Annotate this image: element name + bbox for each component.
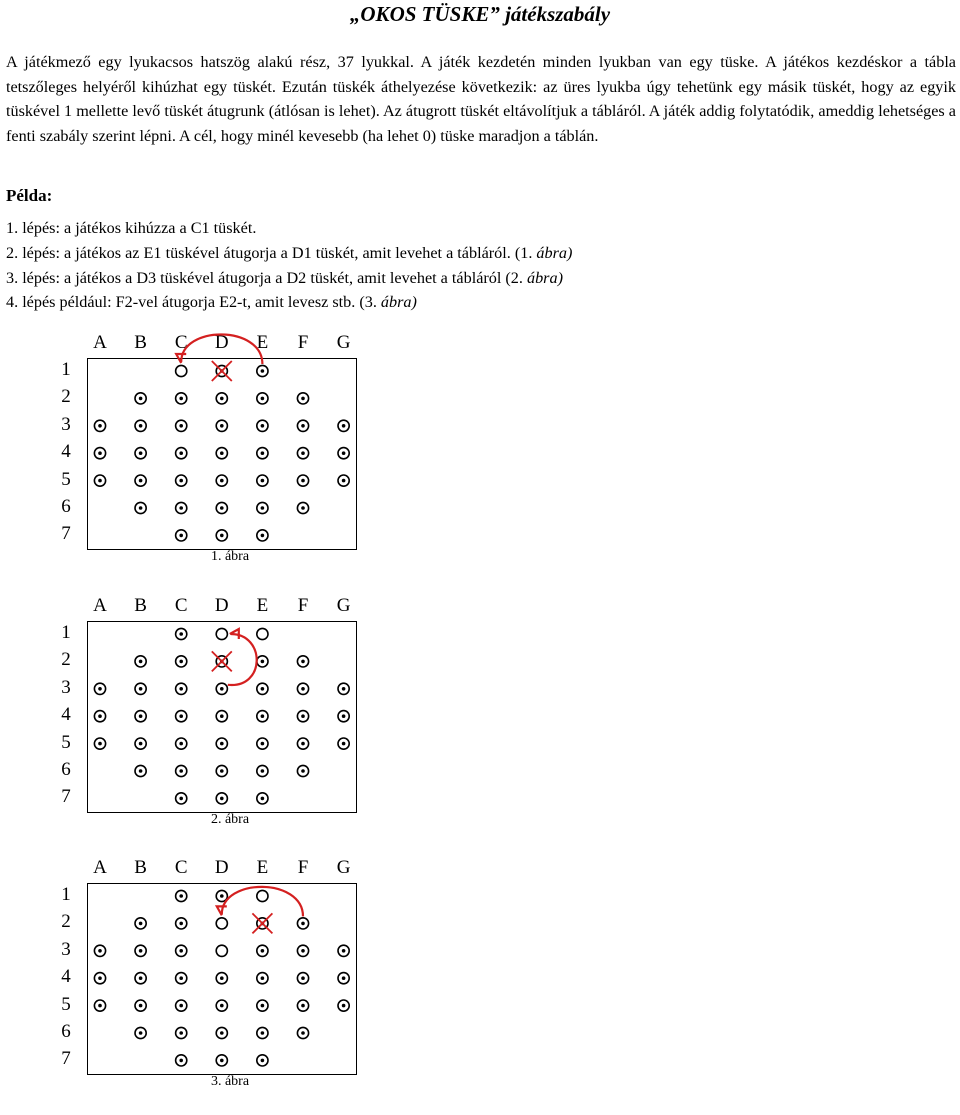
- peg-center-D7: [220, 534, 224, 538]
- column-label-D: D: [214, 332, 229, 353]
- column-label-A: A: [93, 857, 107, 878]
- peg-center-C7: [179, 1059, 183, 1063]
- peg-center-F4: [301, 976, 305, 980]
- example-heading: Példa:: [6, 186, 53, 205]
- row-label-6: 6: [61, 496, 71, 517]
- column-label-E: E: [256, 332, 269, 353]
- column-label-E: E: [256, 857, 269, 878]
- figure-3: [0, 855, 480, 1115]
- peg-center-C5: [179, 742, 183, 746]
- row-label-3: 3: [61, 938, 71, 960]
- peg-center-G4: [342, 451, 346, 455]
- peg-center-D6: [220, 769, 224, 773]
- empty-hole-D1: [216, 628, 227, 639]
- peg-center-F6: [301, 1031, 305, 1035]
- column-label-C: C: [174, 857, 188, 878]
- row-label-3: 3: [61, 413, 71, 435]
- peg-center-F2: [301, 397, 305, 401]
- peg-center-E6: [261, 506, 265, 510]
- peg-center-B2: [139, 660, 143, 664]
- peg-center-G5: [342, 1004, 346, 1008]
- peg-center-E2: [261, 660, 265, 664]
- peg-center-C3: [179, 424, 183, 428]
- peg-center-D5: [220, 479, 224, 483]
- peg-center-C4: [179, 714, 183, 718]
- peg-center-D2: [220, 397, 224, 401]
- peg-center-C6: [179, 769, 183, 773]
- column-label-G: G: [336, 595, 351, 616]
- column-label-F: F: [297, 595, 309, 616]
- empty-hole-E1: [257, 628, 268, 639]
- peg-center-C1: [179, 632, 183, 636]
- peg-center-E3: [261, 424, 265, 428]
- peg-center-A3: [98, 687, 102, 691]
- peg-center-E5: [261, 1004, 265, 1008]
- peg-center-B4: [139, 714, 143, 718]
- peg-center-G4: [342, 976, 346, 980]
- figure-2: [0, 593, 480, 853]
- peg-center-F6: [301, 769, 305, 773]
- step-2: 2. lépés: a játékos az E1 tüskével átugorja a D1 tüskét, amit levehet a tábláról. (1. ábra): [6, 243, 573, 262]
- peg-center-F2: [301, 660, 305, 664]
- peg-center-A4: [98, 714, 102, 718]
- peg-center-D6: [220, 1031, 224, 1035]
- peg-center-D6: [220, 506, 224, 510]
- peg-center-C6: [179, 506, 183, 510]
- board-marks: [0, 593, 480, 853]
- peg-center-G3: [342, 687, 346, 691]
- row-label-5: 5: [61, 731, 71, 753]
- column-label-D: D: [214, 595, 229, 616]
- peg-center-C7: [179, 797, 183, 801]
- steps-list: [6, 216, 572, 315]
- peg-center-G4: [342, 714, 346, 718]
- figure-caption: 3. ábra: [210, 1074, 250, 1090]
- board-marks: [0, 855, 480, 1115]
- peg-center-D1: [220, 894, 224, 898]
- peg-center-E5: [261, 479, 265, 483]
- empty-hole-D3: [216, 945, 227, 956]
- peg-center-E7: [261, 797, 265, 801]
- peg-center-A3: [98, 949, 102, 953]
- peg-center-E3: [261, 949, 265, 953]
- peg-center-C6: [179, 1031, 183, 1035]
- column-label-C: C: [174, 595, 188, 616]
- empty-hole-E1: [257, 890, 268, 901]
- column-label-E: E: [256, 595, 269, 616]
- peg-center-F3: [301, 687, 305, 691]
- column-label-B: B: [134, 332, 147, 353]
- peg-center-F3: [301, 424, 305, 428]
- peg-center-C7: [179, 534, 183, 538]
- peg-center-F3: [301, 949, 305, 953]
- peg-center-C2: [179, 922, 183, 926]
- peg-center-A3: [98, 424, 102, 428]
- step-3: 3. lépés: a játékos a D3 tüskével átugorja a D2 tüskét, amit levehet a tábláról (2. ábra): [6, 268, 563, 287]
- peg-center-C5: [179, 1004, 183, 1008]
- peg-center-E2: [261, 397, 265, 401]
- peg-center-C4: [179, 976, 183, 980]
- column-label-D: D: [214, 857, 229, 878]
- empty-hole-C1: [176, 365, 187, 376]
- column-label-B: B: [134, 857, 147, 878]
- column-label-F: F: [297, 857, 309, 878]
- peg-center-E4: [261, 451, 265, 455]
- peg-center-F5: [301, 479, 305, 483]
- peg-center-C5: [179, 479, 183, 483]
- peg-center-F6: [301, 506, 305, 510]
- peg-center-C2: [179, 397, 183, 401]
- column-label-C: C: [174, 332, 188, 353]
- peg-center-E5: [261, 742, 265, 746]
- peg-center-B2: [139, 397, 143, 401]
- page-title: „OKOS TÜSKE” játékszabály: [349, 2, 611, 26]
- row-label-6: 6: [61, 1021, 71, 1042]
- column-label-G: G: [336, 332, 351, 353]
- jump-arrow: [228, 634, 257, 685]
- peg-center-B5: [139, 479, 143, 483]
- peg-center-C1: [179, 894, 183, 898]
- peg-center-C3: [179, 687, 183, 691]
- peg-center-E3: [261, 687, 265, 691]
- peg-center-F4: [301, 714, 305, 718]
- peg-center-B6: [139, 1031, 143, 1035]
- peg-center-D3: [220, 687, 224, 691]
- peg-center-B5: [139, 1004, 143, 1008]
- row-label-6: 6: [61, 759, 71, 780]
- peg-center-A4: [98, 976, 102, 980]
- peg-center-C2: [179, 660, 183, 664]
- peg-center-G3: [342, 424, 346, 428]
- row-label-1: 1: [61, 884, 71, 905]
- row-label-4: 4: [61, 441, 71, 463]
- rules-paragraph: A játékmező egy lyukacsos hatszög alakú rész, 37 lyukkal. A játék kezdetén minden lyukban van egy tüske. A játékos kezdéskor a tábla tetszőleges helyéről kihúzhat egy tüskét. Ezután tüskék áthelyezése következik: az üres lyukba úgy tehetünk egy másik tüskét, hogy az egyik tüskével 1 mellette levő tüskét átugrunk (átlósan is lehet). Az átugrott tüskét eltávolítjuk a tábláról. A játék addig folytatódik, ameddig lehetséges a fenti szabály szerint lépni. A cél, hogy minél kevesebb (ha lehet 0) tüske maradjon a táblán.: [6, 53, 956, 145]
- peg-center-F5: [301, 1004, 305, 1008]
- row-label-4: 4: [61, 966, 71, 988]
- column-label-A: A: [93, 332, 107, 353]
- peg-center-A5: [98, 479, 102, 483]
- peg-center-A4: [98, 451, 102, 455]
- peg-center-F4: [301, 451, 305, 455]
- peg-center-B4: [139, 451, 143, 455]
- peg-center-B2: [139, 922, 143, 926]
- jump-arrow: [181, 334, 262, 364]
- peg-center-E7: [261, 534, 265, 538]
- peg-center-E4: [261, 714, 265, 718]
- row-label-3: 3: [61, 676, 71, 698]
- column-label-F: F: [297, 332, 309, 353]
- row-label-7: 7: [61, 523, 71, 545]
- row-label-5: 5: [61, 468, 71, 490]
- figure-caption: 2. ábra: [210, 812, 250, 828]
- peg-center-D4: [220, 976, 224, 980]
- peg-center-B6: [139, 506, 143, 510]
- peg-center-D3: [220, 424, 224, 428]
- row-label-2: 2: [61, 386, 71, 408]
- peg-center-D4: [220, 714, 224, 718]
- peg-center-B5: [139, 742, 143, 746]
- peg-center-B3: [139, 687, 143, 691]
- peg-center-B6: [139, 769, 143, 773]
- peg-center-E6: [261, 769, 265, 773]
- peg-center-B3: [139, 949, 143, 953]
- figure-1: [0, 330, 480, 590]
- row-label-7: 7: [61, 786, 71, 808]
- peg-center-E6: [261, 1031, 265, 1035]
- row-label-1: 1: [61, 622, 71, 643]
- column-label-B: B: [134, 595, 147, 616]
- row-label-1: 1: [61, 359, 71, 380]
- row-label-5: 5: [61, 993, 71, 1015]
- figure-caption: 1. ábra: [210, 549, 250, 565]
- row-label-4: 4: [61, 704, 71, 726]
- board-marks: [0, 330, 480, 590]
- peg-center-C3: [179, 949, 183, 953]
- column-label-G: G: [336, 857, 351, 878]
- row-label-2: 2: [61, 911, 71, 933]
- peg-center-E4: [261, 976, 265, 980]
- peg-center-D5: [220, 742, 224, 746]
- peg-center-G5: [342, 479, 346, 483]
- peg-center-D4: [220, 451, 224, 455]
- peg-center-E1: [261, 369, 265, 373]
- peg-center-E7: [261, 1059, 265, 1063]
- peg-center-F2: [301, 922, 305, 926]
- peg-center-F5: [301, 742, 305, 746]
- empty-hole-D2: [216, 918, 227, 929]
- peg-center-C4: [179, 451, 183, 455]
- peg-center-B3: [139, 424, 143, 428]
- peg-center-G3: [342, 949, 346, 953]
- peg-center-A5: [98, 742, 102, 746]
- peg-center-A5: [98, 1004, 102, 1008]
- peg-center-D7: [220, 1059, 224, 1063]
- step-4: 4. lépés például: F2-vel átugorja E2-t, amit levesz stb. (3. ábra): [6, 293, 417, 312]
- peg-center-B4: [139, 976, 143, 980]
- peg-center-D5: [220, 1004, 224, 1008]
- peg-center-G5: [342, 742, 346, 746]
- step-1: 1. lépés: a játékos kihúzza a C1 tüskét.: [6, 219, 257, 237]
- peg-center-D7: [220, 797, 224, 801]
- row-label-7: 7: [61, 1048, 71, 1070]
- column-label-A: A: [93, 595, 107, 616]
- row-label-2: 2: [61, 649, 71, 671]
